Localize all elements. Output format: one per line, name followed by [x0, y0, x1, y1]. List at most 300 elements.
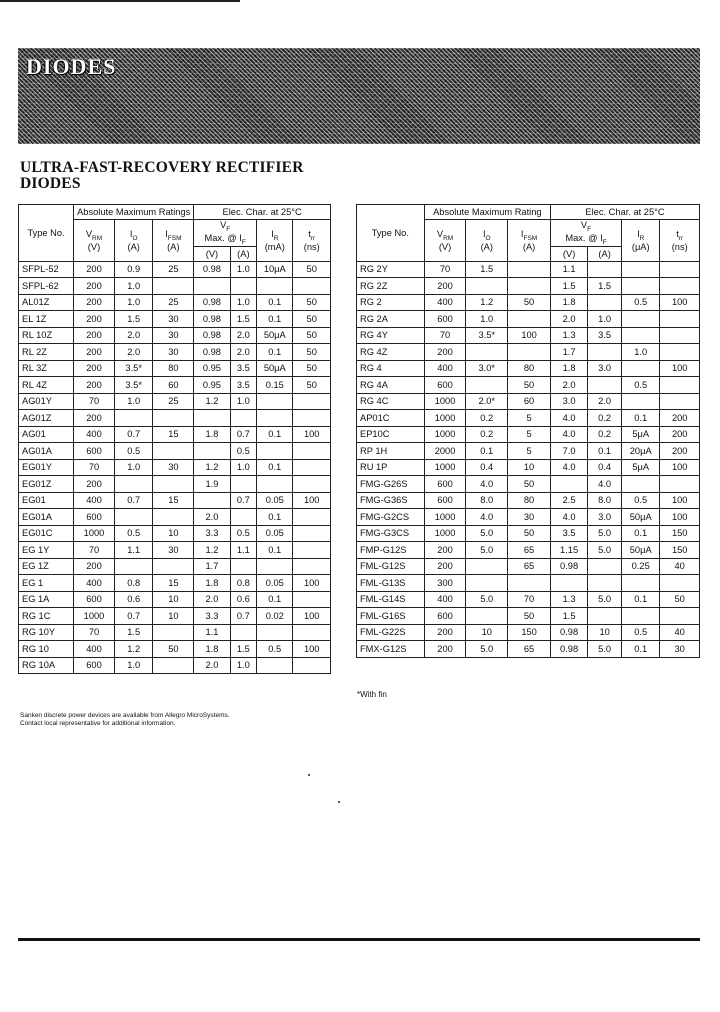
type-number-cell: RU 1P: [357, 459, 425, 476]
table-cell: 1.1: [114, 542, 153, 559]
table-cell: 2.0: [194, 509, 230, 526]
type-number-cell: AG01Z: [19, 410, 74, 427]
table-cell: 1.0: [114, 657, 153, 674]
table-cell: 200: [424, 558, 466, 575]
table-cell: 0.95: [194, 360, 230, 377]
ifsm-header: $I_{FSM}$ (A): [153, 220, 194, 262]
table-row: [19, 426, 331, 443]
type-number-cell: RP 1H: [357, 443, 425, 460]
table-cell: 50: [660, 591, 700, 608]
table-cell: 50: [293, 311, 331, 328]
type-number-cell: EG01A: [19, 509, 74, 526]
table-row: [19, 443, 331, 460]
table-cell: 0.5: [230, 443, 256, 460]
table-cell: 1.7: [194, 558, 230, 575]
table-cell: 1.5: [466, 261, 508, 278]
table-cell: 3.5*: [114, 377, 153, 394]
table-cell: [194, 278, 230, 295]
type-number-cell: AG01Y: [19, 393, 74, 410]
type-number-cell: AP01C: [357, 410, 425, 427]
table-cell: 5.0: [588, 525, 622, 542]
type-number-cell: RG 4: [357, 360, 425, 377]
table-cell: 5μA: [622, 459, 660, 476]
table-cell: [293, 509, 331, 526]
type-number-cell: EG01Y: [19, 459, 74, 476]
table-cell: 0.1: [257, 459, 293, 476]
type-number-cell: EG 1Y: [19, 542, 74, 559]
table-cell: 600: [424, 377, 466, 394]
table-cell: 0.2: [466, 410, 508, 427]
table-row: [357, 608, 700, 625]
type-number-cell: SFPL-62: [19, 278, 74, 295]
table-cell: 5.0: [588, 591, 622, 608]
table-cell: [293, 476, 331, 493]
table-cell: 3.5*: [466, 327, 508, 344]
table-cell: 100: [293, 641, 331, 658]
table-cell: 30: [153, 542, 194, 559]
table-cell: [551, 476, 588, 493]
table-cell: 10μA: [257, 261, 293, 278]
table-cell: 50: [293, 294, 331, 311]
table-cell: 1.5: [588, 278, 622, 295]
table-cell: 0.5: [622, 377, 660, 394]
vf-unit-v: (V): [194, 246, 230, 261]
type-number-cell: RG 10Y: [19, 624, 74, 641]
table-cell: 200: [74, 558, 115, 575]
table-cell: 0.5: [114, 525, 153, 542]
table-cell: [257, 410, 293, 427]
table-cell: 25: [153, 294, 194, 311]
table-cell: [114, 509, 153, 526]
table-cell: 0.1: [257, 542, 293, 559]
table-row: [19, 558, 331, 575]
table-cell: 1000: [424, 459, 466, 476]
table-cell: [230, 278, 256, 295]
table-row: [357, 558, 700, 575]
type-number-cell: RG 4C: [357, 393, 425, 410]
table-row: [19, 542, 331, 559]
banner-title: DIODES: [26, 54, 117, 79]
table-cell: 0.98: [194, 344, 230, 361]
table-cell: 100: [660, 294, 700, 311]
table-cell: 5.0: [466, 525, 508, 542]
table-cell: [293, 657, 331, 674]
table-cell: 5.0: [466, 641, 508, 658]
table-cell: 0.7: [230, 426, 256, 443]
table-cell: 80: [508, 492, 551, 509]
table-cell: [293, 410, 331, 427]
table-cell: 100: [293, 492, 331, 509]
table-row: [357, 294, 700, 311]
table-cell: 0.02: [257, 608, 293, 625]
table-cell: 1000: [424, 509, 466, 526]
table-cell: [114, 476, 153, 493]
type-number-cell: RG 2Z: [357, 278, 425, 295]
diodes-banner: [18, 48, 700, 144]
table-cell: 0.7: [114, 608, 153, 625]
table-cell: [508, 575, 551, 592]
table-cell: 1.8: [551, 360, 588, 377]
table-cell: 1.1: [230, 542, 256, 559]
speck: [338, 801, 340, 803]
table-row: [19, 360, 331, 377]
table-row: [357, 344, 700, 361]
table-cell: 0.5: [622, 294, 660, 311]
table-cell: 1.1: [194, 624, 230, 641]
table-cell: [230, 558, 256, 575]
table-cell: 200: [74, 410, 115, 427]
vf-unit-v: (V): [551, 246, 588, 261]
table-cell: 4.0: [588, 476, 622, 493]
type-number-cell: FML-G14S: [357, 591, 425, 608]
type-number-cell: FMG-G36S: [357, 492, 425, 509]
sanken-note-line-2: Contact local representative for additional information.: [20, 720, 176, 727]
table-cell: 400: [74, 575, 115, 592]
table-cell: 7.0: [551, 443, 588, 460]
table-row: [19, 377, 331, 394]
table-cell: [588, 261, 622, 278]
table-row: [357, 542, 700, 559]
table-cell: 3.5: [588, 327, 622, 344]
table-row: [357, 327, 700, 344]
table-cell: 70: [508, 591, 551, 608]
table-cell: [660, 476, 700, 493]
table-cell: 1.7: [551, 344, 588, 361]
table-cell: 0.7: [230, 608, 256, 625]
table-cell: 80: [508, 360, 551, 377]
vrm-header: $V_{RM}$ (V): [424, 220, 466, 262]
sanken-note: [20, 712, 230, 728]
type-number-cell: RG 4A: [357, 377, 425, 394]
table-cell: 0.05: [257, 575, 293, 592]
table-cell: [293, 558, 331, 575]
table-cell: 1.8: [194, 575, 230, 592]
table-cell: 1.5: [230, 311, 256, 328]
table-cell: [622, 278, 660, 295]
table-cell: 1.2: [114, 641, 153, 658]
table-cell: [660, 393, 700, 410]
table-cell: [551, 575, 588, 592]
type-number-cell: EG 1: [19, 575, 74, 592]
table-cell: 1.0: [230, 393, 256, 410]
table-cell: [660, 377, 700, 394]
table-cell: 3.0*: [466, 360, 508, 377]
table-row: [357, 443, 700, 460]
table-cell: 50: [293, 327, 331, 344]
table-cell: 200: [74, 360, 115, 377]
table-cell: 200: [74, 377, 115, 394]
table-cell: 0.2: [588, 426, 622, 443]
table-cell: 150: [660, 542, 700, 559]
table-cell: 4.0: [466, 476, 508, 493]
table-cell: 0.05: [257, 525, 293, 542]
table-cell: 3.3: [194, 525, 230, 542]
table-cell: 0.98: [194, 294, 230, 311]
table-cell: [622, 393, 660, 410]
table-cell: 150: [508, 624, 551, 641]
type-number-cell: AG01: [19, 426, 74, 443]
table-cell: 50: [508, 608, 551, 625]
table-cell: 50: [508, 294, 551, 311]
table-row: [357, 492, 700, 509]
table-cell: 0.95: [194, 377, 230, 394]
type-number-cell: FML-G12S: [357, 558, 425, 575]
table-cell: 0.8: [230, 575, 256, 592]
table-cell: [466, 608, 508, 625]
table-cell: 0.4: [466, 459, 508, 476]
table-row: [357, 410, 700, 427]
table-cell: [153, 624, 194, 641]
table-row: [19, 344, 331, 361]
table-cell: 3.0: [551, 393, 588, 410]
table-cell: 0.5: [622, 624, 660, 641]
table-cell: 1.0: [114, 393, 153, 410]
table-cell: 600: [74, 443, 115, 460]
table-cell: [588, 608, 622, 625]
table-cell: 0.98: [551, 558, 588, 575]
table-cell: [230, 624, 256, 641]
table-cell: [194, 410, 230, 427]
table-cell: 0.98: [194, 261, 230, 278]
table-cell: [588, 558, 622, 575]
table-cell: 200: [424, 542, 466, 559]
table-cell: 3.0: [588, 509, 622, 526]
table-cell: 5.0: [466, 542, 508, 559]
table-cell: 4.0: [466, 509, 508, 526]
table-cell: 50μA: [257, 327, 293, 344]
table-cell: 1.3: [551, 327, 588, 344]
table-row: [19, 591, 331, 608]
table-row: [357, 360, 700, 377]
table-cell: [194, 492, 230, 509]
table-cell: 1.0: [588, 311, 622, 328]
type-number-cell: RL 3Z: [19, 360, 74, 377]
table-cell: 4.0: [551, 426, 588, 443]
table-row: [19, 459, 331, 476]
type-number-cell: FML-G22S: [357, 624, 425, 641]
table-cell: 0.1: [622, 410, 660, 427]
table-cell: 200: [74, 278, 115, 295]
table-row: [357, 261, 700, 278]
table-cell: 200: [424, 641, 466, 658]
table-cell: 0.6: [230, 591, 256, 608]
table-cell: 10: [153, 591, 194, 608]
type-number-cell: FMG-G3CS: [357, 525, 425, 542]
table-cell: [622, 311, 660, 328]
table-row: [19, 410, 331, 427]
table-cell: 0.15: [257, 377, 293, 394]
table-cell: [257, 657, 293, 674]
table-cell: 10: [153, 608, 194, 625]
table-cell: 50: [293, 344, 331, 361]
table-cell: 3.5: [230, 360, 256, 377]
table-row: [357, 591, 700, 608]
table-cell: 5: [508, 443, 551, 460]
section-heading: [20, 160, 304, 192]
table-cell: 100: [660, 509, 700, 526]
table-cell: [194, 443, 230, 460]
table-cell: 30: [153, 327, 194, 344]
type-number-cell: AG01A: [19, 443, 74, 460]
table-cell: [660, 278, 700, 295]
table-cell: [257, 624, 293, 641]
table-row: [19, 294, 331, 311]
table-cell: 1.0: [230, 657, 256, 674]
table-cell: [660, 311, 700, 328]
table-cell: 1000: [424, 525, 466, 542]
heading-line-1: ULTRA-FAST-RECOVERY RECTIFIER: [20, 159, 304, 176]
table-cell: 1.8: [551, 294, 588, 311]
table-cell: 2.0: [551, 377, 588, 394]
table-row: [357, 575, 700, 592]
table-row: [357, 525, 700, 542]
table-cell: 0.6: [114, 591, 153, 608]
table-cell: 0.9: [114, 261, 153, 278]
table-cell: 200: [424, 624, 466, 641]
table-row: [19, 509, 331, 526]
table-cell: 4.0: [551, 459, 588, 476]
table-cell: 200: [424, 278, 466, 295]
table-cell: 50: [153, 641, 194, 658]
table-row: [19, 624, 331, 641]
type-number-cell: FMP-G12S: [357, 542, 425, 559]
table-cell: 65: [508, 558, 551, 575]
type-number-cell: FML-G13S: [357, 575, 425, 592]
table-cell: 10: [466, 624, 508, 641]
table-cell: [466, 558, 508, 575]
table-cell: 400: [74, 492, 115, 509]
ir-header: $I_R$ (μA): [622, 220, 660, 262]
table-cell: 25: [153, 393, 194, 410]
table-cell: 1.3: [551, 591, 588, 608]
table-cell: 50: [508, 476, 551, 493]
group-abs-header: Absolute Maximum Rating: [424, 205, 550, 220]
type-number-cell: SFPL-52: [19, 261, 74, 278]
table-cell: [508, 261, 551, 278]
table-cell: 40: [660, 624, 700, 641]
table-cell: 100: [660, 492, 700, 509]
with-fin-note: *With fin: [357, 690, 387, 699]
vf-header: $V_F$ Max. @ $I_F$: [194, 220, 257, 247]
table-cell: 20μA: [622, 443, 660, 460]
table-cell: 2000: [424, 443, 466, 460]
table-cell: [660, 261, 700, 278]
table-row: [357, 377, 700, 394]
table-cell: 200: [74, 311, 115, 328]
table-row: [357, 624, 700, 641]
type-number-cell: EG01: [19, 492, 74, 509]
table-cell: [508, 344, 551, 361]
table-cell: 0.5: [114, 443, 153, 460]
sanken-note-line-1: Sanken discrete power devices are available from Allegro MicroSystems.: [20, 712, 230, 719]
group-elec-header: Elec. Char. at 25°C: [194, 205, 331, 220]
table-cell: 3.5: [230, 377, 256, 394]
table-cell: 2.0*: [466, 393, 508, 410]
table-cell: [257, 558, 293, 575]
table-cell: 5: [508, 426, 551, 443]
table-cell: [257, 278, 293, 295]
table-cell: 60: [153, 377, 194, 394]
table-row: [357, 278, 700, 295]
io-header: $I_O$ (A): [466, 220, 508, 262]
table-cell: 1.1: [551, 261, 588, 278]
table-cell: 2.0: [230, 327, 256, 344]
table-cell: 65: [508, 542, 551, 559]
table-cell: 0.05: [257, 492, 293, 509]
table-cell: 400: [74, 641, 115, 658]
type-number-cell: RG 10: [19, 641, 74, 658]
table-row: [19, 657, 331, 674]
table-row: [357, 641, 700, 658]
type-number-cell: RL 10Z: [19, 327, 74, 344]
type-number-cell: RL 4Z: [19, 377, 74, 394]
table-cell: 100: [293, 608, 331, 625]
table-cell: 100: [293, 426, 331, 443]
table-cell: [466, 575, 508, 592]
table-cell: 70: [424, 261, 466, 278]
table-cell: 70: [424, 327, 466, 344]
table-cell: [293, 278, 331, 295]
table-cell: 30: [153, 344, 194, 361]
table-cell: 0.2: [588, 410, 622, 427]
table-cell: 1000: [74, 608, 115, 625]
table-row: [19, 641, 331, 658]
table-cell: 400: [424, 360, 466, 377]
table-cell: [508, 278, 551, 295]
table-cell: 100: [660, 459, 700, 476]
table-cell: 65: [508, 641, 551, 658]
table-row: [19, 393, 331, 410]
bottom-rule: [18, 938, 700, 941]
vrm-header: $V_{RM}$ (V): [74, 220, 115, 262]
table-cell: [588, 344, 622, 361]
table-cell: 0.1: [622, 591, 660, 608]
table-cell: 30: [508, 509, 551, 526]
table-cell: 5.0: [466, 591, 508, 608]
table-cell: 0.98: [194, 311, 230, 328]
ir-header: $I_R$ (mA): [257, 220, 293, 262]
type-number-cell: RG 2: [357, 294, 425, 311]
type-number-cell: FMG-G26S: [357, 476, 425, 493]
vf-header: $V_F$ Max. @ $I_F$: [551, 220, 622, 247]
table-cell: 0.1: [622, 525, 660, 542]
table-cell: 0.7: [114, 426, 153, 443]
table-cell: [153, 558, 194, 575]
table-cell: 1.2: [194, 542, 230, 559]
table-cell: 200: [74, 476, 115, 493]
vf-unit-a: (A): [588, 246, 622, 261]
table-cell: 50μA: [257, 360, 293, 377]
table-cell: 1.9: [194, 476, 230, 493]
table-cell: [257, 443, 293, 460]
table-row: [357, 393, 700, 410]
table-row: [19, 311, 331, 328]
table-cell: 10: [508, 459, 551, 476]
table-cell: 50: [293, 377, 331, 394]
table-cell: 0.1: [257, 311, 293, 328]
table-row: [19, 608, 331, 625]
table-cell: [588, 575, 622, 592]
type-number-cell: AL01Z: [19, 294, 74, 311]
table-cell: 1.5: [230, 641, 256, 658]
table-cell: 600: [424, 492, 466, 509]
table-cell: 50μA: [622, 509, 660, 526]
group-elec-header: Elec. Char. at 25°C: [551, 205, 700, 220]
table-cell: 10: [588, 624, 622, 641]
table-cell: 600: [74, 591, 115, 608]
table-cell: [466, 377, 508, 394]
col-type-header: Type No.: [357, 205, 425, 262]
